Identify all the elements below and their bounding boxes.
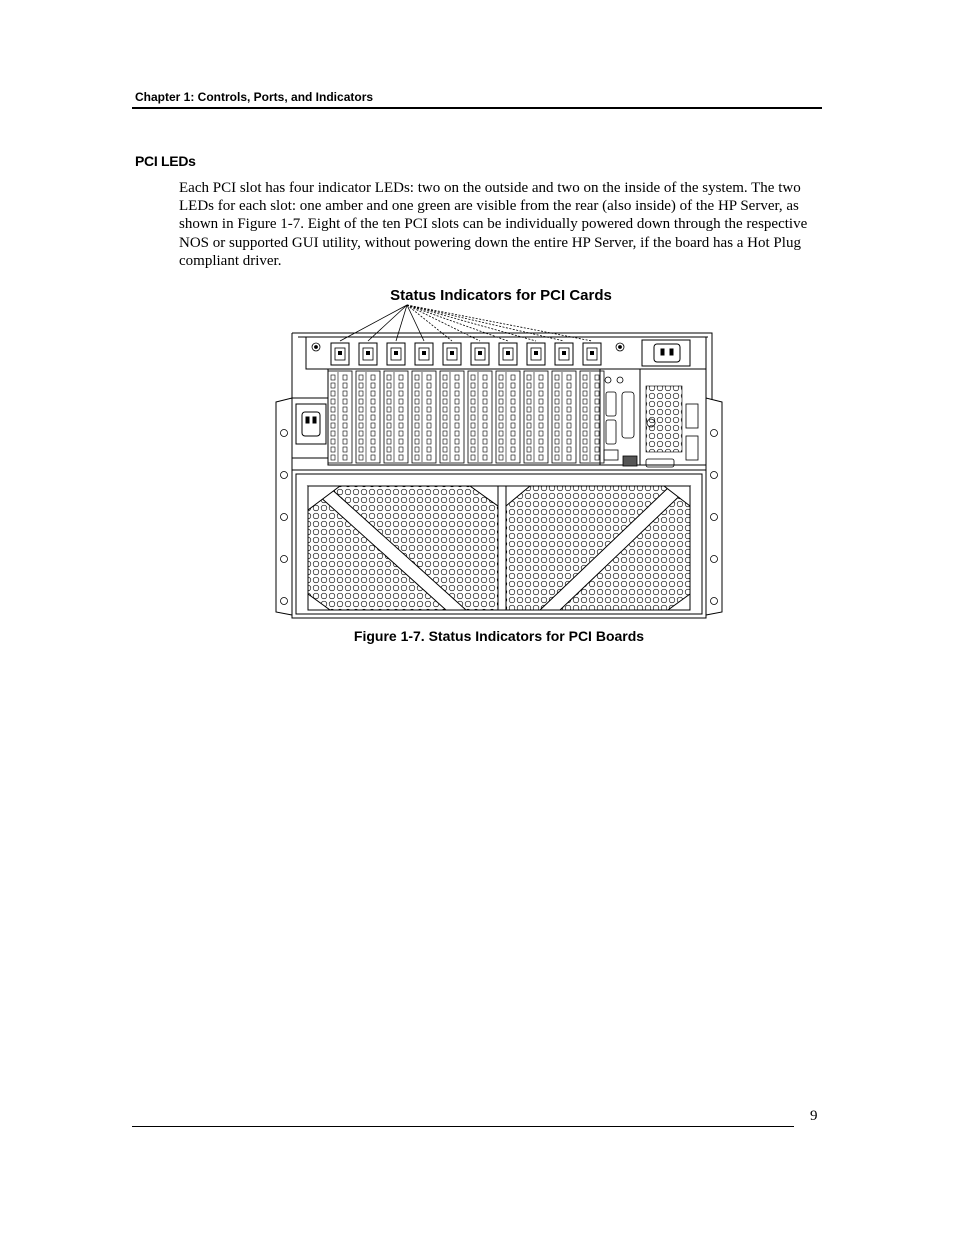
callout-line — [407, 305, 452, 341]
figure-caption: Figure 1-7. Status Indicators for PCI Boards — [353, 628, 645, 644]
pci-slot — [524, 343, 548, 463]
pci-status-led — [555, 343, 573, 365]
callout-line — [407, 305, 536, 341]
pci-status-led — [415, 343, 433, 365]
page-number: 9 — [810, 1108, 818, 1124]
footer-rule — [132, 1126, 794, 1127]
callout-line — [407, 305, 564, 341]
pci-status-led — [583, 343, 601, 365]
pci-slot — [328, 343, 352, 463]
pci-status-led — [471, 343, 489, 365]
pci-slot — [384, 343, 408, 463]
pci-status-led — [527, 343, 545, 365]
figure-heading: Status Indicators for PCI Cards — [390, 287, 612, 304]
pci-status-led — [331, 343, 349, 365]
pci-slot — [412, 343, 436, 463]
callout-lines — [340, 305, 592, 341]
server-rear-panel-illustration — [270, 300, 730, 620]
pci-slot — [440, 343, 464, 463]
body-paragraph: Each PCI slot has four indicator LEDs: two on the outside and two on the inside of the system. The two LEDs for each slot: one amber and one green are visible from the rear (also inside) of the HP Server, as shown in Figure 1-7. Eight of the ten PCI slots can be individually powered down through the respective NOS or supported GUI utility, without powering down the entire HP Server, if the board has a Hot Plug compliant driver. — [179, 180, 808, 269]
pci-status-led — [387, 343, 405, 365]
callout-line — [407, 305, 508, 341]
header-rule — [132, 107, 822, 109]
pci-status-led — [359, 343, 377, 365]
running-head: Chapter 1: Controls, Ports, and Indicators — [135, 90, 374, 104]
section-title: PCI LEDs — [135, 153, 196, 169]
pci-slot — [552, 343, 576, 463]
pci-slot — [356, 343, 380, 463]
pci-status-led — [443, 343, 461, 365]
pci-slot — [468, 343, 492, 463]
callout-line — [407, 305, 592, 341]
callout-line — [407, 305, 480, 341]
pci-slot — [496, 343, 520, 463]
pci-status-led — [499, 343, 517, 365]
